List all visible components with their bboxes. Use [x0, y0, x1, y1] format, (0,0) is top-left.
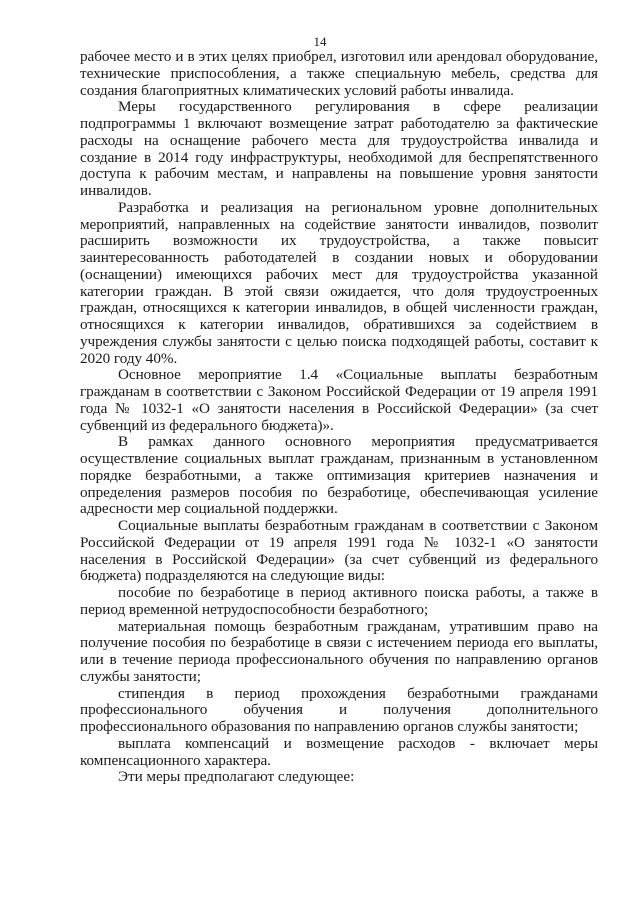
paragraph-activity-scope: В рамках данного основного мероприятия предусматривается осуществление социальных выплат гражданам, признанным в установленном порядке безработными, а также оптимизация критериев назначения и определения размеров пособия по безработице, обеспечивающая усиление адресности мер социальной поддержки.	[80, 433, 598, 518]
list-item-material-assistance: материальная помощь безработным гражданам, утратившим право на получение пособия по безработице в связи с истечением периода его выплаты, или в течение периода профессионального обучения по направлению органов службы занятости;	[80, 617, 598, 685]
paragraph-workplace-continuation: рабочее место и в этих целях приобрел, изготовил или арендовал оборудование, технические приспособления, а также специальную мебель, средства для создания благоприятных климатических условий работы инвалида.	[80, 48, 598, 99]
page-number: 14	[313, 34, 327, 49]
paragraph-main-activity-1-4: Основное мероприятие 1.4 «Социальные выплаты безработным гражданам в соответствии с Законом Российской Федерации от 19 апреля 1991 года № 1032-1 «О занятости населения в Российской Федерации» (за счет субвенций из федерального бюджета)».	[80, 366, 598, 434]
paragraph-measures-imply: Эти меры предполагают следующее:	[118, 768, 355, 786]
paragraph-state-regulation: Меры государственного регулирования в сфере реализации подпрограммы 1 включают возмещение затрат работодателю за фактические расходы на оснащение рабочего места для трудоустройства инвалида и создание в 2014 году инфраструктуры, необходимой для беспрепятственного доступа к рабочим местам, и направлены на повышение уровня занятости инвалидов.	[80, 98, 598, 199]
list-item-unemployment-benefit: пособие по безработице в период активного поиска работы, а также в период временной нетрудоспособности безработного;	[80, 584, 598, 618]
list-item-compensation: выплата компенсаций и возмещение расходов - включает меры компенсационного характера.	[80, 734, 598, 769]
paragraph-regional-measures: Разработка и реализация на региональном уровне дополнительных мероприятий, направленных на содействие занятости инвалидов, позволит расширить возможности их трудоустройства, а также повысит заинтересованность работодателей в создании новых и оборудовании (оснащении) имеющихся рабочих мест для трудоустройства указанной категории граждан. В этой связи ожидается, что доля трудоустроенных граждан, относящихся к категории инвалидов, в общей численности граждан, относящихся к категории инвалидов, обратившихся за содействием в учреждения службы занятости с целью поиска подходящей работы, составит к 2020 году 40%.	[80, 198, 598, 367]
paragraph-payment-types-intro: Социальные выплаты безработным гражданам в соответствии с Законом Российской Федерации от 19 апреля 1991 года № 1032-1 «О занятости населения в Российской Федерации» (за счет субвенций из федерального бюджета) подразделяются на следующие виды:	[80, 517, 598, 585]
list-item-stipend: стипендия в период прохождения безработными гражданами профессионального обучения и получения дополнительного профессионального образования по направлению органов службы занятости;	[80, 684, 598, 735]
document-body	[80, 49, 598, 786]
